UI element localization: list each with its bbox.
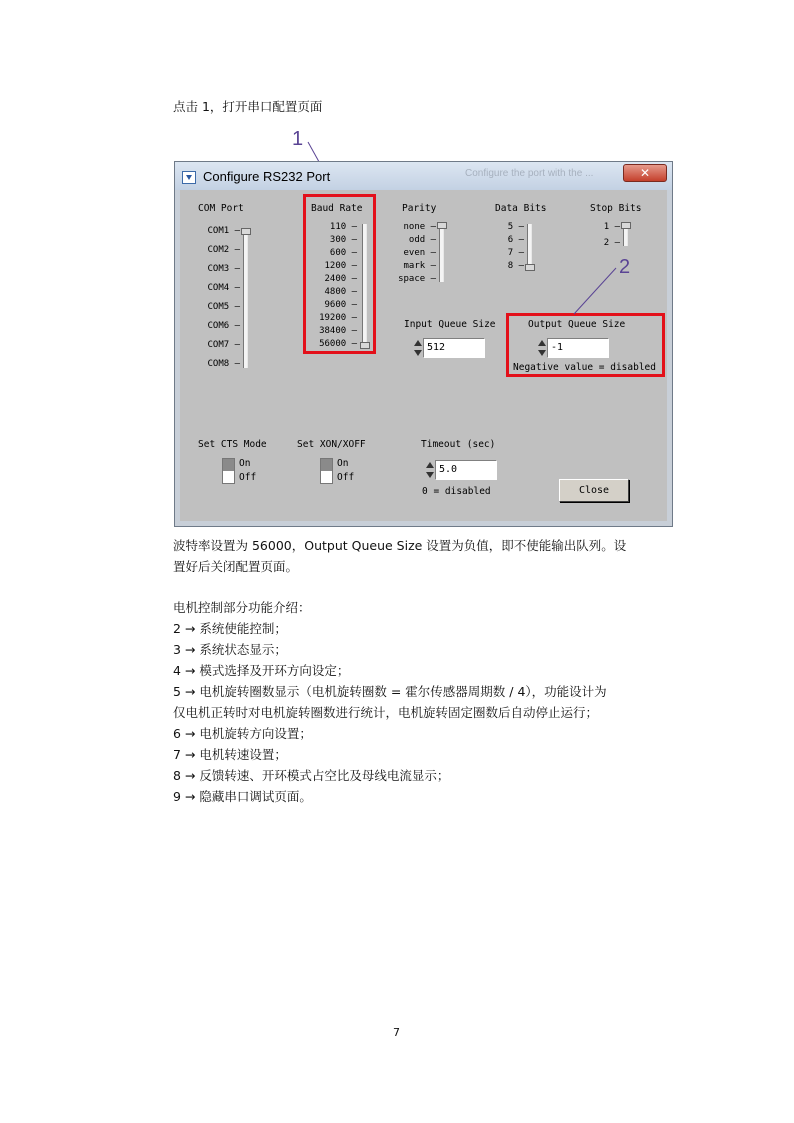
- output-queue-label: Output Queue Size: [528, 319, 626, 330]
- baud-rate-tick: 600 –: [329, 248, 357, 258]
- page-number: 7: [393, 1026, 400, 1039]
- cts-mode-label: Set CTS Mode: [198, 439, 267, 450]
- list-item: 4 → 模式选择及开环方向设定；: [173, 663, 350, 678]
- caption-line-2: 置好后关闭配置页面。: [173, 559, 299, 574]
- baud-rate-tick: 4800 –: [324, 287, 357, 297]
- com-port-tick: COM3 –: [207, 264, 240, 274]
- cts-mode-toggle[interactable]: [222, 458, 235, 484]
- parity-tick: odd –: [408, 235, 436, 245]
- baud-rate-tick: 300 –: [329, 235, 357, 245]
- section-heading: 电机控制部分功能介绍：: [173, 600, 311, 615]
- list-item: 9 → 隐藏串口调试页面。: [173, 789, 312, 804]
- parity-slider-track[interactable]: [439, 224, 444, 282]
- cts-off-label: Off: [239, 472, 257, 483]
- data-bits-tick: 6 –: [507, 235, 524, 245]
- input-queue-spinner[interactable]: [414, 338, 422, 358]
- parity-slider-thumb[interactable]: [437, 222, 447, 229]
- baud-rate-tick: 1200 –: [324, 261, 357, 271]
- list-item: 7 → 电机转速设置；: [173, 747, 287, 762]
- data-bits-label: Data Bits: [495, 203, 547, 214]
- stop-bits-slider-thumb[interactable]: [621, 222, 631, 229]
- list-item: 6 → 电机旋转方向设置；: [173, 726, 312, 741]
- baud-rate-label: Baud Rate: [311, 203, 363, 214]
- output-queue-highlight: [506, 313, 665, 377]
- com-port-tick: COM2 –: [207, 245, 240, 255]
- input-queue-label: Input Queue Size: [404, 319, 496, 330]
- window-menu-icon[interactable]: [182, 171, 196, 184]
- list-item: 3 → 系统状态显示；: [173, 642, 287, 657]
- caption-line-1: 波特率设置为 56000，Output Queue Size 设置为负值，即不使能输出队列。设: [173, 538, 627, 553]
- parity-tick: none –: [403, 222, 436, 232]
- intro-text: 点击 1，打开串口配置页面: [173, 99, 323, 114]
- output-queue-field[interactable]: -1: [547, 338, 609, 358]
- com-port-tick: COM1 –: [207, 226, 240, 236]
- stop-bits-tick: 1 –: [603, 222, 620, 232]
- xon-xoff-toggle[interactable]: [320, 458, 333, 484]
- timeout-spinner[interactable]: [426, 460, 434, 480]
- com-port-tick: COM7 –: [207, 340, 240, 350]
- data-bits-slider-track[interactable]: [527, 224, 532, 269]
- callout-2-pointer: [570, 264, 620, 318]
- stop-bits-label: Stop Bits: [590, 203, 642, 214]
- output-queue-note: Negative value = disabled: [513, 362, 656, 373]
- com-port-tick: COM6 –: [207, 321, 240, 331]
- baud-rate-tick: 9600 –: [324, 300, 357, 310]
- cts-on-label: On: [239, 458, 251, 469]
- data-bits-slider-thumb[interactable]: [525, 264, 535, 271]
- input-queue-field[interactable]: 512: [423, 338, 485, 358]
- data-bits-tick: 7 –: [507, 248, 524, 258]
- title-bar: [175, 162, 672, 190]
- xon-on-label: On: [337, 458, 349, 469]
- parity-tick: mark –: [403, 261, 436, 271]
- list-item: 5 → 电机旋转圈数显示（电机旋转圈数 = 霍尔传感器周期数 / 4），功能设计为: [173, 684, 607, 699]
- baud-rate-tick: 2400 –: [324, 274, 357, 284]
- window-title-blurred: Configure the port with the ...: [465, 168, 594, 179]
- data-bits-tick: 5 –: [507, 222, 524, 232]
- timeout-field[interactable]: 5.0: [435, 460, 497, 480]
- timeout-label: Timeout (sec): [421, 439, 496, 450]
- com-port-tick: COM4 –: [207, 283, 240, 293]
- baud-rate-highlight: [303, 194, 376, 354]
- xon-xoff-label: Set XON/XOFF: [297, 439, 366, 450]
- com-port-slider-thumb[interactable]: [241, 228, 251, 235]
- close-icon[interactable]: ✕: [623, 164, 667, 182]
- com-port-slider-track[interactable]: [243, 230, 248, 368]
- com-port-label: COM Port: [198, 203, 244, 214]
- baud-rate-tick: 56000 –: [319, 339, 357, 349]
- baud-rate-tick: 38400 –: [319, 326, 357, 336]
- com-port-tick: COM8 –: [207, 359, 240, 369]
- callout-1-label: 1: [292, 128, 304, 150]
- baud-rate-tick: 19200 –: [319, 313, 357, 323]
- timeout-note: 0 = disabled: [422, 486, 491, 497]
- stop-bits-tick: 2 –: [603, 238, 620, 248]
- com-port-tick: COM5 –: [207, 302, 240, 312]
- parity-label: Parity: [402, 203, 437, 214]
- window-title: Configure RS232 Port: [203, 169, 331, 184]
- data-bits-tick: 8 –: [507, 261, 524, 271]
- list-item: 8 → 反馈转速、开环模式占空比及母线电流显示；: [173, 768, 450, 783]
- list-item: 仅电机正转时对电机旋转圈数进行统计，电机旋转固定圈数后自动停止运行；: [173, 705, 599, 720]
- close-button[interactable]: Close: [559, 479, 629, 502]
- callout-2-label: 2: [619, 256, 631, 278]
- parity-tick: space –: [398, 274, 436, 284]
- list-item: 2 → 系统使能控制；: [173, 621, 287, 636]
- parity-tick: even –: [403, 248, 436, 258]
- xon-off-label: Off: [337, 472, 355, 483]
- baud-rate-tick: 110 –: [329, 222, 357, 232]
